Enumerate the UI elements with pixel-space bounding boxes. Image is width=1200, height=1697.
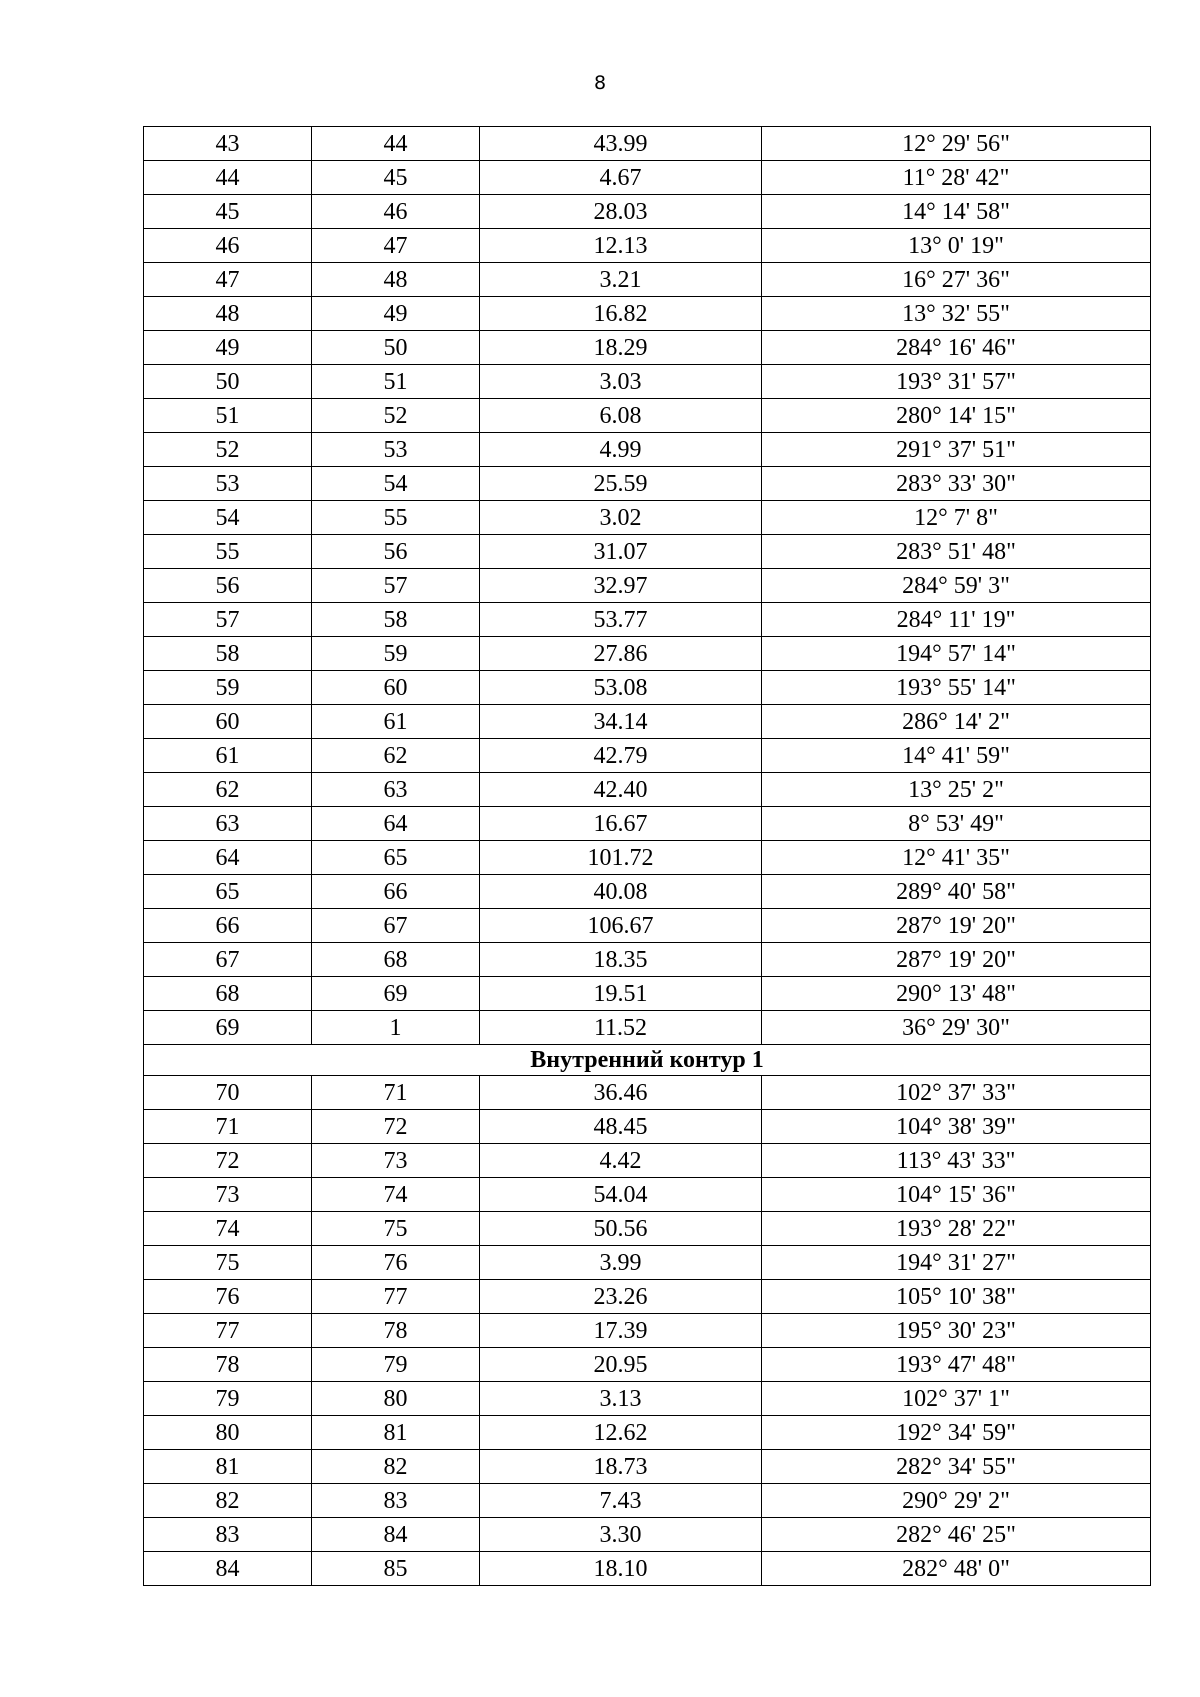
table-cell: 47 <box>144 263 312 297</box>
table-cell: 46 <box>144 229 312 263</box>
table-row <box>144 1416 1151 1450</box>
table-row <box>144 365 1151 399</box>
table-cell: 79 <box>144 1382 312 1416</box>
table-cell: 12° 41' 35" <box>762 841 1151 875</box>
table-cell: 64 <box>144 841 312 875</box>
table-cell: 64 <box>312 807 480 841</box>
table-cell: 53.08 <box>480 671 762 705</box>
table-cell: 73 <box>144 1178 312 1212</box>
table-row <box>144 161 1151 195</box>
table-cell: 67 <box>312 909 480 943</box>
table-cell: 75 <box>312 1212 480 1246</box>
table-cell: 76 <box>144 1280 312 1314</box>
table-cell: 66 <box>144 909 312 943</box>
table-cell: 53 <box>312 433 480 467</box>
table-cell: 11.52 <box>480 1011 762 1045</box>
table-row <box>144 977 1151 1011</box>
table-cell: 46 <box>312 195 480 229</box>
table-row <box>144 433 1151 467</box>
table-body <box>144 127 1151 1586</box>
table-cell: 44 <box>312 127 480 161</box>
table-cell: 194° 31' 27" <box>762 1246 1151 1280</box>
table-cell: 68 <box>312 943 480 977</box>
coordinates-table <box>143 126 1151 1586</box>
table-cell: 20.95 <box>480 1348 762 1382</box>
table-cell: 14° 41' 59" <box>762 739 1151 773</box>
table-row <box>144 1011 1151 1045</box>
table-cell: 12.13 <box>480 229 762 263</box>
table-cell: 42.40 <box>480 773 762 807</box>
table-cell: 286° 14' 2" <box>762 705 1151 739</box>
table-cell: 195° 30' 23" <box>762 1314 1151 1348</box>
table-cell: 79 <box>312 1348 480 1382</box>
table-row <box>144 1484 1151 1518</box>
table-cell: 283° 51' 48" <box>762 535 1151 569</box>
table-cell: 48 <box>144 297 312 331</box>
table-row <box>144 603 1151 637</box>
table-cell: 61 <box>144 739 312 773</box>
table-cell: 194° 57' 14" <box>762 637 1151 671</box>
table-row <box>144 1280 1151 1314</box>
table-cell: 45 <box>144 195 312 229</box>
table-cell: 84 <box>144 1552 312 1586</box>
table-cell: 51 <box>144 399 312 433</box>
table-cell: 63 <box>144 807 312 841</box>
table-cell: 52 <box>312 399 480 433</box>
table-cell: 290° 29' 2" <box>762 1484 1151 1518</box>
table-cell: 63 <box>312 773 480 807</box>
table-cell: 48 <box>312 263 480 297</box>
table-cell: 43.99 <box>480 127 762 161</box>
table-cell: 57 <box>312 569 480 603</box>
table-cell: 12° 29' 56" <box>762 127 1151 161</box>
table-row <box>144 909 1151 943</box>
table-cell: 50 <box>312 331 480 365</box>
table-row <box>144 1110 1151 1144</box>
table-cell: 13° 32' 55" <box>762 297 1151 331</box>
table-cell: 101.72 <box>480 841 762 875</box>
table-row <box>144 331 1151 365</box>
table-cell: 16.67 <box>480 807 762 841</box>
table-cell: 40.08 <box>480 875 762 909</box>
table-row <box>144 1382 1151 1416</box>
table-row <box>144 297 1151 331</box>
table-cell: 192° 34' 59" <box>762 1416 1151 1450</box>
table-cell: 69 <box>144 1011 312 1045</box>
table-row <box>144 127 1151 161</box>
table-cell: 104° 15' 36" <box>762 1178 1151 1212</box>
table-cell: 77 <box>312 1280 480 1314</box>
table-cell: 193° 28' 22" <box>762 1212 1151 1246</box>
table-cell: 56 <box>312 535 480 569</box>
table-row <box>144 739 1151 773</box>
table-cell: 6.08 <box>480 399 762 433</box>
table-cell: 12.62 <box>480 1416 762 1450</box>
table-cell: 283° 33' 30" <box>762 467 1151 501</box>
table-row <box>144 399 1151 433</box>
table-cell: 282° 48' 0" <box>762 1552 1151 1586</box>
table-cell: 3.13 <box>480 1382 762 1416</box>
section-title: Внутренний контур 1 <box>144 1045 1151 1076</box>
table-cell: 280° 14' 15" <box>762 399 1151 433</box>
table-cell: 27.86 <box>480 637 762 671</box>
table-cell: 23.26 <box>480 1280 762 1314</box>
table-cell: 61 <box>312 705 480 739</box>
table-cell: 66 <box>312 875 480 909</box>
table-cell: 49 <box>312 297 480 331</box>
table-cell: 78 <box>312 1314 480 1348</box>
table-cell: 48.45 <box>480 1110 762 1144</box>
table-cell: 69 <box>312 977 480 1011</box>
table-cell: 36° 29' 30" <box>762 1011 1151 1045</box>
table-row <box>144 467 1151 501</box>
section-row <box>144 1045 1151 1076</box>
table-cell: 72 <box>312 1110 480 1144</box>
table-cell: 60 <box>312 671 480 705</box>
table-row <box>144 1518 1151 1552</box>
table-cell: 56 <box>144 569 312 603</box>
table-cell: 4.42 <box>480 1144 762 1178</box>
table-cell: 67 <box>144 943 312 977</box>
table-cell: 3.03 <box>480 365 762 399</box>
table-cell: 80 <box>144 1416 312 1450</box>
table-row <box>144 195 1151 229</box>
table-row <box>144 1212 1151 1246</box>
table-row <box>144 1178 1151 1212</box>
table-cell: 54 <box>144 501 312 535</box>
table-row <box>144 1144 1151 1178</box>
table-row <box>144 841 1151 875</box>
table-cell: 49 <box>144 331 312 365</box>
table-cell: 4.99 <box>480 433 762 467</box>
table-cell: 59 <box>312 637 480 671</box>
table-cell: 282° 34' 55" <box>762 1450 1151 1484</box>
table-cell: 18.29 <box>480 331 762 365</box>
table-cell: 62 <box>144 773 312 807</box>
table-cell: 193° 47' 48" <box>762 1348 1151 1382</box>
table-cell: 52 <box>144 433 312 467</box>
table-cell: 45 <box>312 161 480 195</box>
table-cell: 65 <box>144 875 312 909</box>
table-row <box>144 229 1151 263</box>
table-cell: 16.82 <box>480 297 762 331</box>
table-cell: 4.67 <box>480 161 762 195</box>
table-row <box>144 875 1151 909</box>
table-cell: 284° 11' 19" <box>762 603 1151 637</box>
table-row <box>144 1552 1151 1586</box>
table-cell: 18.10 <box>480 1552 762 1586</box>
table-cell: 58 <box>312 603 480 637</box>
table-row <box>144 1450 1151 1484</box>
table-cell: 36.46 <box>480 1076 762 1110</box>
table-cell: 47 <box>312 229 480 263</box>
table-cell: 74 <box>144 1212 312 1246</box>
table-cell: 8° 53' 49" <box>762 807 1151 841</box>
table-cell: 62 <box>312 739 480 773</box>
table-cell: 82 <box>312 1450 480 1484</box>
table-cell: 71 <box>312 1076 480 1110</box>
table-cell: 193° 31' 57" <box>762 365 1151 399</box>
table-cell: 102° 37' 1" <box>762 1382 1151 1416</box>
table-cell: 72 <box>144 1144 312 1178</box>
table-cell: 3.30 <box>480 1518 762 1552</box>
table-cell: 13° 25' 2" <box>762 773 1151 807</box>
table-cell: 113° 43' 33" <box>762 1144 1151 1178</box>
table-cell: 28.03 <box>480 195 762 229</box>
table-cell: 284° 59' 3" <box>762 569 1151 603</box>
table-row <box>144 705 1151 739</box>
table-cell: 84 <box>312 1518 480 1552</box>
table-cell: 14° 14' 58" <box>762 195 1151 229</box>
table-cell: 287° 19' 20" <box>762 943 1151 977</box>
table-cell: 76 <box>312 1246 480 1280</box>
table-cell: 54 <box>312 467 480 501</box>
table-cell: 51 <box>312 365 480 399</box>
table-cell: 71 <box>144 1110 312 1144</box>
table-cell: 3.99 <box>480 1246 762 1280</box>
table-cell: 53 <box>144 467 312 501</box>
table-cell: 11° 28' 42" <box>762 161 1151 195</box>
table-cell: 18.73 <box>480 1450 762 1484</box>
table-cell: 3.02 <box>480 501 762 535</box>
table-cell: 193° 55' 14" <box>762 671 1151 705</box>
table-row <box>144 807 1151 841</box>
table-cell: 102° 37' 33" <box>762 1076 1151 1110</box>
table-row <box>144 1076 1151 1110</box>
table-cell: 282° 46' 25" <box>762 1518 1151 1552</box>
table-cell: 1 <box>312 1011 480 1045</box>
table-cell: 82 <box>144 1484 312 1518</box>
table-cell: 81 <box>144 1450 312 1484</box>
table-row <box>144 501 1151 535</box>
table-cell: 83 <box>144 1518 312 1552</box>
table-cell: 25.59 <box>480 467 762 501</box>
table-cell: 287° 19' 20" <box>762 909 1151 943</box>
table-cell: 57 <box>144 603 312 637</box>
table-cell: 74 <box>312 1178 480 1212</box>
table-cell: 34.14 <box>480 705 762 739</box>
table-cell: 54.04 <box>480 1178 762 1212</box>
table-cell: 19.51 <box>480 977 762 1011</box>
table-cell: 50 <box>144 365 312 399</box>
table-cell: 13° 0' 19" <box>762 229 1151 263</box>
table-row <box>144 671 1151 705</box>
table-cell: 50.56 <box>480 1212 762 1246</box>
page-number: 8 <box>593 72 607 94</box>
table-cell: 289° 40' 58" <box>762 875 1151 909</box>
table-row <box>144 569 1151 603</box>
table-cell: 59 <box>144 671 312 705</box>
table-cell: 18.35 <box>480 943 762 977</box>
table-row <box>144 1314 1151 1348</box>
table-cell: 68 <box>144 977 312 1011</box>
table-cell: 81 <box>312 1416 480 1450</box>
table-cell: 17.39 <box>480 1314 762 1348</box>
table-cell: 80 <box>312 1382 480 1416</box>
table-cell: 32.97 <box>480 569 762 603</box>
table-cell: 104° 38' 39" <box>762 1110 1151 1144</box>
table-cell: 284° 16' 46" <box>762 331 1151 365</box>
table-cell: 83 <box>312 1484 480 1518</box>
table-cell: 55 <box>144 535 312 569</box>
table-cell: 31.07 <box>480 535 762 569</box>
table-cell: 42.79 <box>480 739 762 773</box>
table-cell: 106.67 <box>480 909 762 943</box>
table-row <box>144 637 1151 671</box>
table-cell: 53.77 <box>480 603 762 637</box>
table-cell: 43 <box>144 127 312 161</box>
table-cell: 16° 27' 36" <box>762 263 1151 297</box>
table-cell: 105° 10' 38" <box>762 1280 1151 1314</box>
table-cell: 60 <box>144 705 312 739</box>
table-cell: 78 <box>144 1348 312 1382</box>
table-row <box>144 535 1151 569</box>
table-cell: 75 <box>144 1246 312 1280</box>
table-cell: 44 <box>144 161 312 195</box>
table-cell: 65 <box>312 841 480 875</box>
table-cell: 70 <box>144 1076 312 1110</box>
table-cell: 73 <box>312 1144 480 1178</box>
table-row <box>144 263 1151 297</box>
table-row <box>144 943 1151 977</box>
table-cell: 85 <box>312 1552 480 1586</box>
table-cell: 291° 37' 51" <box>762 433 1151 467</box>
table-row <box>144 1348 1151 1382</box>
table-row <box>144 1246 1151 1280</box>
table-cell: 77 <box>144 1314 312 1348</box>
table-cell: 55 <box>312 501 480 535</box>
table-cell: 290° 13' 48" <box>762 977 1151 1011</box>
table-cell: 3.21 <box>480 263 762 297</box>
table-cell: 58 <box>144 637 312 671</box>
table-cell: 7.43 <box>480 1484 762 1518</box>
table-cell: 12° 7' 8" <box>762 501 1151 535</box>
table-row <box>144 773 1151 807</box>
